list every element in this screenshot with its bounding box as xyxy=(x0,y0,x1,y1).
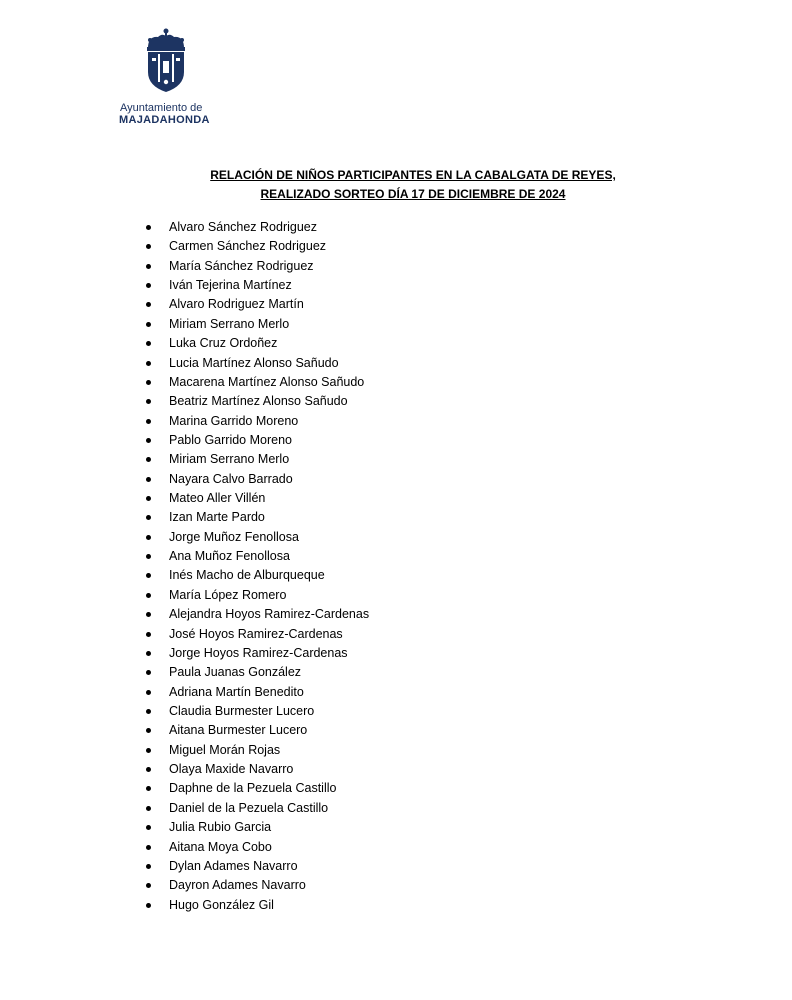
participant-name: Claudia Burmester Lucero xyxy=(169,703,315,718)
participant-name: Iván Tejerina Martínez xyxy=(169,278,292,293)
participant-name: Olaya Maxide Navarro xyxy=(169,762,294,777)
participant-name: Alejandra Hoyos Ramirez-Cardenas xyxy=(169,607,370,622)
participant-list-item xyxy=(146,218,369,237)
participant-list-item xyxy=(146,625,369,644)
bullet-icon xyxy=(146,515,151,520)
bullet-icon xyxy=(146,709,151,714)
bullet-icon xyxy=(146,341,151,346)
bullet-icon xyxy=(146,748,151,753)
logo-text-majadahonda: MAJADAHONDA xyxy=(119,114,210,126)
participant-name: Marina Garrido Moreno xyxy=(169,413,299,428)
bullet-icon xyxy=(146,573,151,578)
bullet-icon xyxy=(146,593,151,598)
bullet-icon xyxy=(146,438,151,443)
participant-name: Jorge Muñoz Fenollosa xyxy=(169,529,299,544)
bullet-icon xyxy=(146,554,151,559)
participant-name: Macarena Martínez Alonso Sañudo xyxy=(169,374,365,389)
bullet-icon xyxy=(146,864,151,869)
participant-list-item xyxy=(146,334,369,353)
bullet-icon xyxy=(146,767,151,772)
participant-list-item xyxy=(146,315,369,334)
logo-text-ayuntamiento: Ayuntamiento de xyxy=(120,102,203,114)
participant-name: Jorge Hoyos Ramirez-Cardenas xyxy=(169,645,348,660)
participant-name: Alvaro Sánchez Rodriguez xyxy=(169,220,317,234)
bullet-icon xyxy=(146,612,151,617)
participant-list-item xyxy=(146,566,369,585)
participant-list-item xyxy=(146,644,369,663)
bullet-icon xyxy=(146,825,151,830)
bullet-icon xyxy=(146,690,151,695)
participant-list-item xyxy=(146,799,369,818)
participant-list-item xyxy=(146,760,369,779)
participant-list-item xyxy=(146,896,369,915)
bullet-icon xyxy=(146,535,151,540)
bullet-icon xyxy=(146,225,151,230)
participant-name: Izan Marte Pardo xyxy=(169,510,265,525)
participant-list-item xyxy=(146,431,369,450)
bullet-icon xyxy=(146,244,151,249)
municipal-logo xyxy=(118,28,214,128)
participant-list-item xyxy=(146,276,369,295)
participant-name: Aitana Burmester Lucero xyxy=(169,723,308,738)
participant-name: Julia Rubio Garcia xyxy=(169,820,272,835)
participant-name: Inés Macho de Alburqueque xyxy=(169,568,325,583)
participant-name: Dylan Adames Navarro xyxy=(169,858,298,873)
bullet-icon xyxy=(146,632,151,637)
participant-name: Aitana Moya Cobo xyxy=(169,839,272,854)
participant-list-item xyxy=(146,683,369,702)
bullet-icon xyxy=(146,322,151,327)
bullet-icon xyxy=(146,419,151,424)
participant-list-item xyxy=(146,392,369,411)
participant-name: Miriam Serrano Merlo xyxy=(169,452,290,467)
participant-list-item xyxy=(146,721,369,740)
participant-name: Daniel de la Pezuela Castillo xyxy=(169,800,329,815)
participant-list-item xyxy=(146,838,369,857)
participant-list-item xyxy=(146,741,369,760)
participant-name: Dayron Adames Navarro xyxy=(169,878,306,893)
participant-name: Hugo González Gil xyxy=(169,897,274,912)
bullet-icon xyxy=(146,477,151,482)
participant-list-item xyxy=(146,876,369,895)
participant-name: María López Romero xyxy=(169,587,287,602)
bullet-icon xyxy=(146,496,151,501)
bullet-icon xyxy=(146,380,151,385)
participant-name: Carmen Sánchez Rodriguez xyxy=(169,239,327,254)
participant-name: María Sánchez Rodriguez xyxy=(169,258,314,273)
bullet-icon xyxy=(146,283,151,288)
participant-list-item xyxy=(146,605,369,624)
participant-list-item xyxy=(146,295,369,314)
municipal-crest-icon xyxy=(144,28,188,94)
participant-name: Alvaro Rodriguez Martín xyxy=(169,297,304,312)
participant-list-item xyxy=(146,818,369,837)
participant-name: Lucia Martínez Alonso Sañudo xyxy=(169,355,339,370)
bullet-icon xyxy=(146,845,151,850)
participant-list-item xyxy=(146,528,369,547)
participant-name: Luka Cruz Ordoñez xyxy=(169,336,278,351)
participant-name: Beatriz Martínez Alonso Sañudo xyxy=(169,394,348,409)
participant-list-item xyxy=(146,489,369,508)
participant-list-item xyxy=(146,470,369,489)
participants-list xyxy=(146,218,369,915)
participant-name: Pablo Garrido Moreno xyxy=(169,432,292,447)
bullet-icon xyxy=(146,302,151,307)
document-title-line-1: RELACIÓN DE NIÑOS PARTICIPANTES EN LA CABALGATA DE REYES, xyxy=(210,168,616,182)
bullet-icon xyxy=(146,399,151,404)
participant-name: Adriana Martín Benedito xyxy=(169,684,304,699)
bullet-icon xyxy=(146,786,151,791)
participant-list-item xyxy=(146,779,369,798)
participant-list-item xyxy=(146,586,369,605)
bullet-icon xyxy=(146,264,151,269)
bullet-icon xyxy=(146,670,151,675)
participant-name: Nayara Calvo Barrado xyxy=(169,471,293,486)
participant-list-item xyxy=(146,702,369,721)
document-title-line-2: REALIZADO SORTEO DÍA 17 DE DICIEMBRE DE 2024 xyxy=(260,187,566,201)
participant-name: Miguel Morán Rojas xyxy=(169,742,281,757)
bullet-icon xyxy=(146,806,151,811)
participant-name: Daphne de la Pezuela Castillo xyxy=(169,781,337,796)
participant-list-item xyxy=(146,857,369,876)
participant-list-item xyxy=(146,663,369,682)
participant-list-item xyxy=(146,412,369,431)
bullet-icon xyxy=(146,361,151,366)
bullet-icon xyxy=(146,651,151,656)
bullet-icon xyxy=(146,883,151,888)
participant-list-item xyxy=(146,547,369,566)
participant-name: Mateo Aller Villén xyxy=(169,491,266,506)
participant-name: Ana Muñoz Fenollosa xyxy=(169,549,290,564)
bullet-icon xyxy=(146,903,151,908)
participant-list-item xyxy=(146,237,369,256)
participant-list-item xyxy=(146,354,369,373)
participant-list-item xyxy=(146,508,369,527)
participant-name: Miriam Serrano Merlo xyxy=(169,316,290,331)
participant-list-item xyxy=(146,373,369,392)
bullet-icon xyxy=(146,457,151,462)
participant-list-item xyxy=(146,450,369,469)
participant-name: Paula Juanas González xyxy=(169,665,302,680)
bullet-icon xyxy=(146,728,151,733)
participant-name: José Hoyos Ramirez-Cardenas xyxy=(169,626,343,641)
document-title xyxy=(0,166,792,204)
participant-list-item xyxy=(146,257,369,276)
